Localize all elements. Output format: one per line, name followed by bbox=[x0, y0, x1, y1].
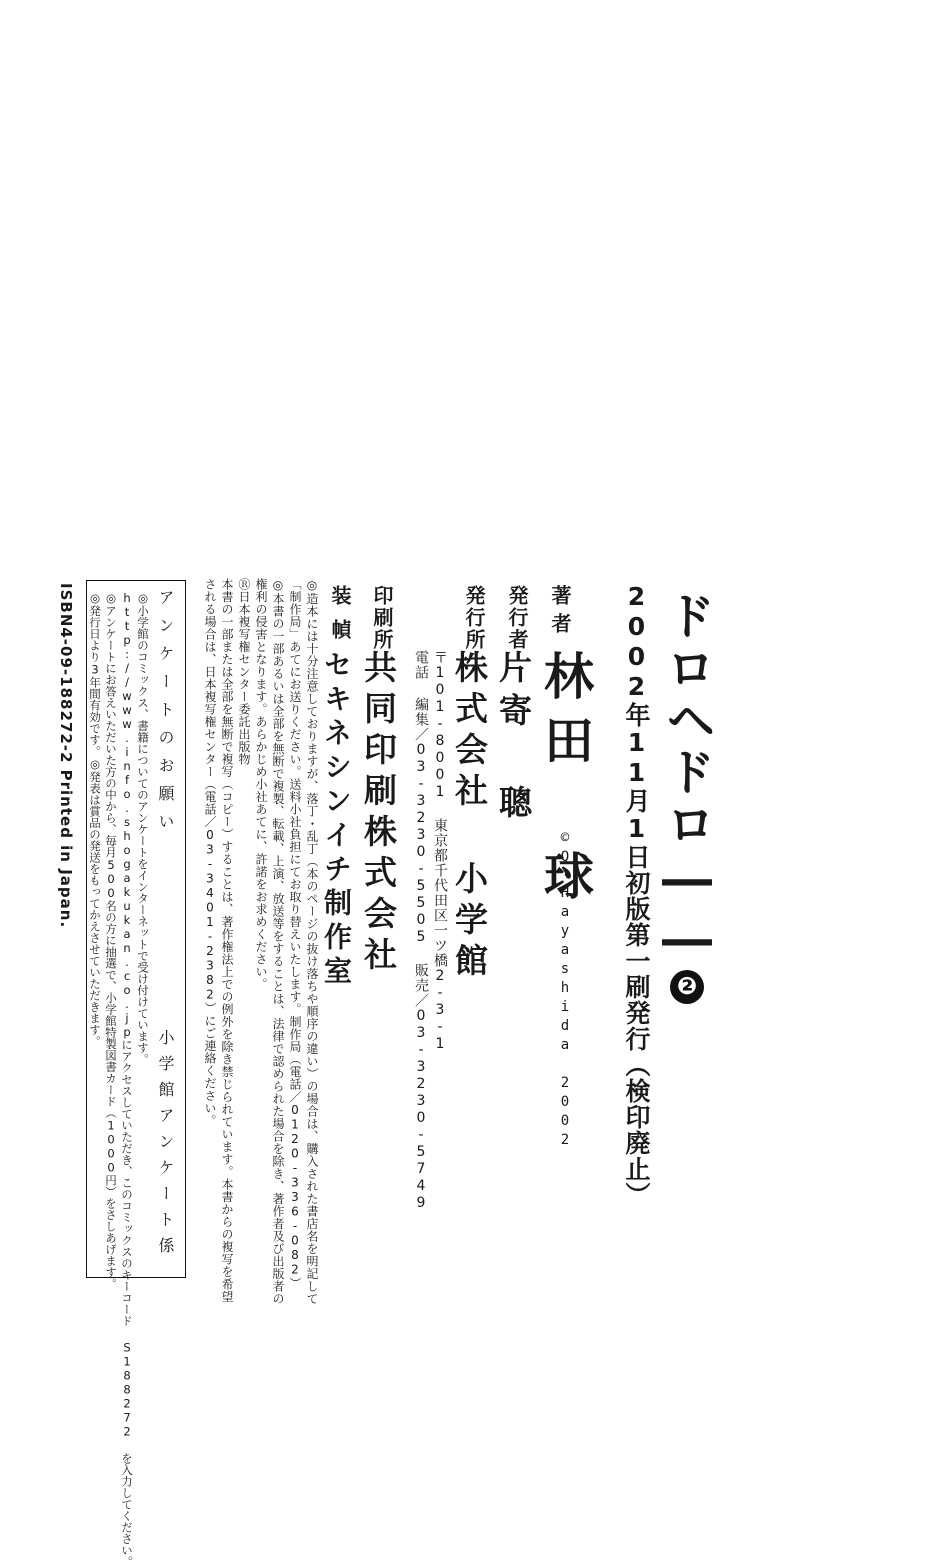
survey-line: ◎発行日より3年間有効です。◎発表は賞品の発送をもってかえさせていただきます。 bbox=[88, 591, 102, 1047]
survey-title: アンケートのお願い bbox=[156, 589, 175, 841]
note-line: 「制作局」あてにお送りください。送料小社負担にてお取り替えいたします。制作局（電話／0120-336-082） bbox=[288, 578, 302, 1290]
binding-label: 装幀 bbox=[328, 585, 352, 653]
book-title-text: ドロヘドロ―― bbox=[658, 590, 716, 970]
edition-date: 2002年11月1日初版第一刷発行（検印廃止） bbox=[622, 582, 651, 1208]
binding-name: セキネシンイチ制作室 bbox=[320, 650, 353, 990]
survey-line: ◎小学館のコミックス、書籍についてのアンケートをインターネットで受け付けています。 bbox=[136, 591, 150, 1065]
note-line: Ⓡ日本複写権センター委託出版物 bbox=[237, 578, 251, 766]
office-name: 株式会社 小学館 bbox=[450, 650, 489, 984]
printer-label: 印刷所 bbox=[370, 585, 394, 651]
isbn-line: ISBN4-09-188272-2 Printed in Japan. bbox=[57, 583, 75, 929]
note-line: ◎造本には十分注意しておりますが、落丁・乱丁（本のページの抜け落ちや順序の違い）の場合は、購入された書店名を明記して bbox=[305, 578, 319, 1305]
legal-notes bbox=[196, 578, 320, 1305]
publisher-label: 発行者 bbox=[505, 585, 529, 651]
printer-name: 共同印刷株式会社 bbox=[359, 650, 398, 978]
survey-notes bbox=[88, 591, 151, 1568]
office-phone: 電話 編集／03-3230-5505 販売／03-3230-5749 bbox=[413, 650, 429, 1212]
note-line: される場合は、日本複写権センター（電話／03-3401-2382）にご連絡ください。 bbox=[203, 578, 217, 1127]
office-label: 発行所 bbox=[462, 585, 486, 651]
note-line: ◎本書の一部あるいは全部を無断で複製、転載、上演、放送等をすることは、法律で認められた場合を除き、著作者及び出版者の bbox=[271, 578, 285, 1305]
copyright-notice: ©Q・Hayashida 2002 bbox=[557, 830, 573, 1151]
book-title bbox=[658, 590, 716, 1004]
survey-box bbox=[86, 580, 186, 1568]
author-name: 林田 球 bbox=[536, 650, 594, 914]
note-line: 権利の侵害となります。あらかじめ小社あてに、許諾をお求めください。 bbox=[254, 578, 268, 991]
note-line: 本書の一部または全部を無断で複写（コピー）することは、著作権法上での例外を除き禁じられています。本書からの複写を希望 bbox=[220, 578, 234, 1303]
office-address: 〒101-8001 東京都千代田区一ツ橋2-3-1 bbox=[432, 650, 448, 1053]
survey-dept: 小学館アンケート係 bbox=[156, 1029, 175, 1263]
survey-line: http://www.info.shogakukan.co.jpにアクセスしていただき、このコミックスのキーコード S188272 を入力してください。 bbox=[120, 591, 134, 1568]
survey-line: ◎アンケートにお答えいただいた方の中から、毎月500名の方に抽選で、小学館特製図書カード（1000円）をさしあげます。 bbox=[104, 591, 118, 1290]
volume-number-badge: ❷ bbox=[670, 970, 704, 1004]
author-label: 著者 bbox=[548, 585, 572, 641]
publisher-name: 片寄 聰 bbox=[494, 650, 533, 828]
